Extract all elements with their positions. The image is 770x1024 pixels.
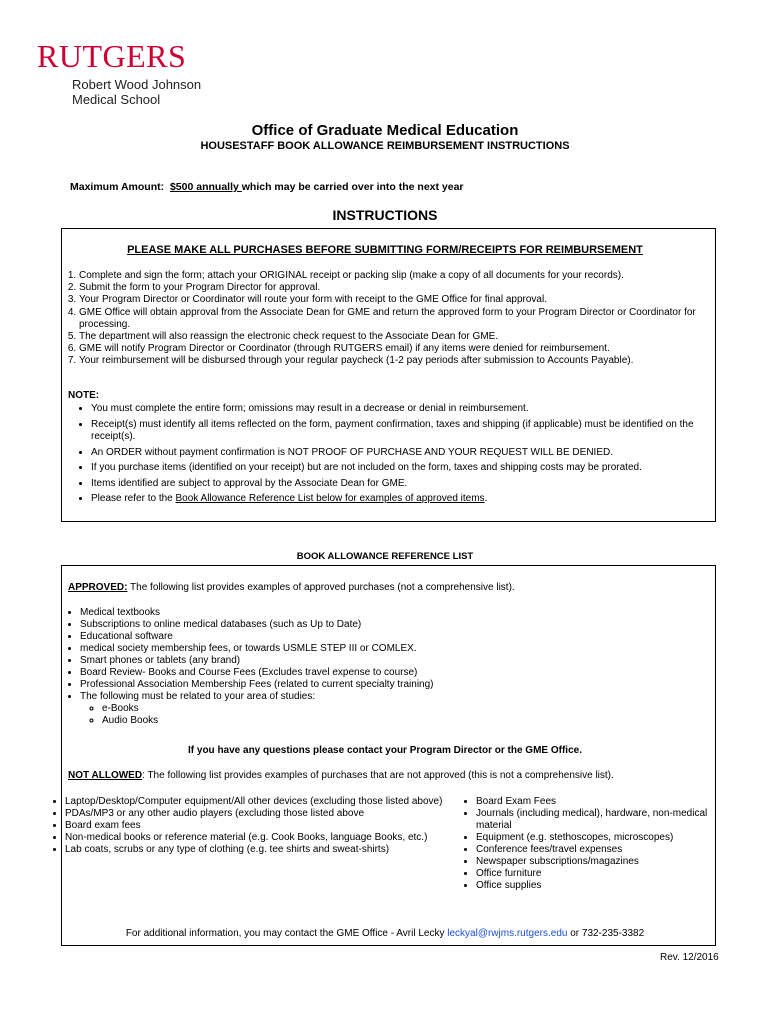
approved-item: • Smart phones or tablets (any brand) — [80, 655, 720, 667]
approved-item: • Medical textbooks — [80, 607, 720, 619]
not-allowed-item: • Newspaper subscriptions/magazines — [476, 856, 716, 868]
max-amount-label: Maximum Amount: — [70, 181, 165, 193]
not-allowed-item: • Journals (including medical), hardware, non-medical material — [476, 808, 716, 832]
instruction-steps — [66, 270, 729, 368]
note-label: NOTE: — [68, 390, 100, 401]
not-allowed-label: NOT ALLOWED — [68, 770, 143, 781]
approved-item: • Educational software — [80, 631, 720, 643]
note-item: • Items identified are subject to approval by the Associate Dean for GME. — [91, 478, 729, 491]
note-item-refer — [91, 493, 729, 506]
not-allowed-item: • Conference fees/travel expenses — [476, 844, 716, 856]
step-item: 7. Your reimbursement will be disbursed through your regular paycheck (1-2 pay periods after submission to Accounts Payable). — [79, 355, 729, 367]
approved-item: • Board Review- Books and Course Fees (Excludes travel expense to course) — [80, 667, 720, 679]
not-allowed-item: • Lab coats, scrubs or any type of clothing (e.g. tee shirts and sweat-shirts) — [65, 844, 473, 856]
approved-item-group — [80, 691, 720, 727]
not-allowed-item: • Non-medical books or reference material (e.g. Cook Books, language Books, etc.) — [65, 832, 473, 844]
instructions-heading: INSTRUCTIONS — [332, 207, 438, 223]
max-amount-rest: which may be carried over into the next year — [241, 181, 464, 193]
not-allowed-list-left — [55, 796, 473, 856]
step-item: 5. The department will also reassign the electronic check request to the Associate Dean for GME. — [79, 331, 729, 343]
approved-sub-list — [80, 703, 720, 727]
not-allowed-intro — [68, 770, 614, 781]
reference-list-link[interactable]: Book Allowance Reference List below for examples of approved items — [175, 493, 485, 504]
not-allowed-item: • Board exam fees — [65, 820, 473, 832]
refer-prefix: Please refer to the — [91, 493, 176, 504]
reference-list-heading: BOOK ALLOWANCE REFERENCE LIST — [296, 551, 474, 562]
approved-sub-item: ◦ e-Books — [102, 703, 720, 715]
approved-text: The following list provides examples of approved purchases (not a comprehensive list). — [127, 582, 515, 593]
note-item: • Receipt(s) must identify all items reflected on the form, payment confirmation, taxes and shipping (if applicable) must be identified on the receipt(s). — [91, 419, 729, 444]
step-item: 3. Your Program Director or Coordinator will route your form with receipt to the GME Office for final approval. — [79, 294, 729, 306]
approved-item: • Professional Association Membership Fees (related to current specialty training) — [80, 679, 720, 691]
step-item: 4. GME Office will obtain approval from the Associate Dean for GME and return the approved form to your Program Director or Coordinator for processing. — [79, 307, 729, 331]
not-allowed-item: • PDAs/MP3 or any other audio players (excluding those listed above — [65, 808, 473, 820]
not-allowed-list-right — [466, 796, 716, 892]
not-allowed-item: • Board Exam Fees — [476, 796, 716, 808]
not-allowed-item: • Office supplies — [476, 880, 716, 892]
max-amount-line — [70, 181, 464, 193]
not-allowed-item: • Equipment (e.g. stethoscopes, microscopes) — [476, 832, 716, 844]
contact-email-link[interactable]: leckyal@rwjms.rutgers.edu — [447, 928, 568, 939]
approved-list — [66, 607, 720, 727]
logo-line-2: Medical School — [72, 92, 161, 107]
notes-list — [78, 403, 729, 509]
document-subtitle: HOUSESTAFF BOOK ALLOWANCE REIMBURSEMENT INSTRUCTIONS — [200, 140, 570, 152]
approved-item: • medical society membership fees, or towards USMLE STEP III or COMLEX. — [80, 643, 720, 655]
refer-suffix: . — [484, 493, 488, 504]
approved-intro — [68, 582, 515, 593]
not-allowed-item: • Laptop/Desktop/Computer equipment/All other devices (excluding those listed above) — [65, 796, 473, 808]
note-item: • If you purchase items (identified on your receipt) but are not included on the form, taxes and shipping costs may be prorated. — [91, 462, 729, 475]
document-title: Office of Graduate Medical Education — [251, 122, 519, 139]
rutgers-logo: RUTGERS — [37, 38, 187, 74]
logo-line-1: Robert Wood Johnson — [72, 77, 202, 92]
revision-date: Rev. 12/2016 — [660, 952, 719, 963]
approved-item: • Subscriptions to online medical databases (such as Up to Date) — [80, 619, 720, 631]
step-item: 2. Submit the form to your Program Director for approval. — [79, 282, 729, 294]
approved-sub-item: ◦ Audio Books — [102, 715, 720, 727]
approved-label: APPROVED: — [68, 582, 128, 593]
contact-suffix: or 732-235-3382 — [567, 928, 645, 939]
questions-note: If you have any questions please contact your Program Director or the GME Office. — [188, 745, 582, 756]
contact-prefix: For additional information, you may contact the GME Office - Avril Lecky — [125, 928, 448, 939]
not-allowed-item: • Office furniture — [476, 868, 716, 880]
contact-line — [0, 928, 770, 939]
approved-item: The following must be related to your area of studies: — [80, 691, 316, 702]
step-item: 1. Complete and sign the form; attach your ORIGINAL receipt or packing slip (make a copy of all documents for your records). — [79, 270, 729, 282]
not-allowed-text: : The following list provides examples of purchases that are not approved (this is not a comprehensive list). — [142, 770, 614, 781]
purchase-notice: PLEASE MAKE ALL PURCHASES BEFORE SUBMITTING FORM/RECEIPTS FOR REIMBURSEMENT — [127, 244, 643, 256]
note-item: • You must complete the entire form; omissions may result in a decrease or denial in reimbursement. — [91, 403, 729, 416]
step-item: 6. GME will notify Program Director or Coordinator (through RUTGERS email) if any items were denied for reimbursement. — [79, 343, 729, 355]
max-amount-value: $500 annually — [169, 181, 242, 193]
note-item: • An ORDER without payment confirmation is NOT PROOF OF PURCHASE AND YOUR REQUEST WILL BE DENIED. — [91, 447, 729, 460]
